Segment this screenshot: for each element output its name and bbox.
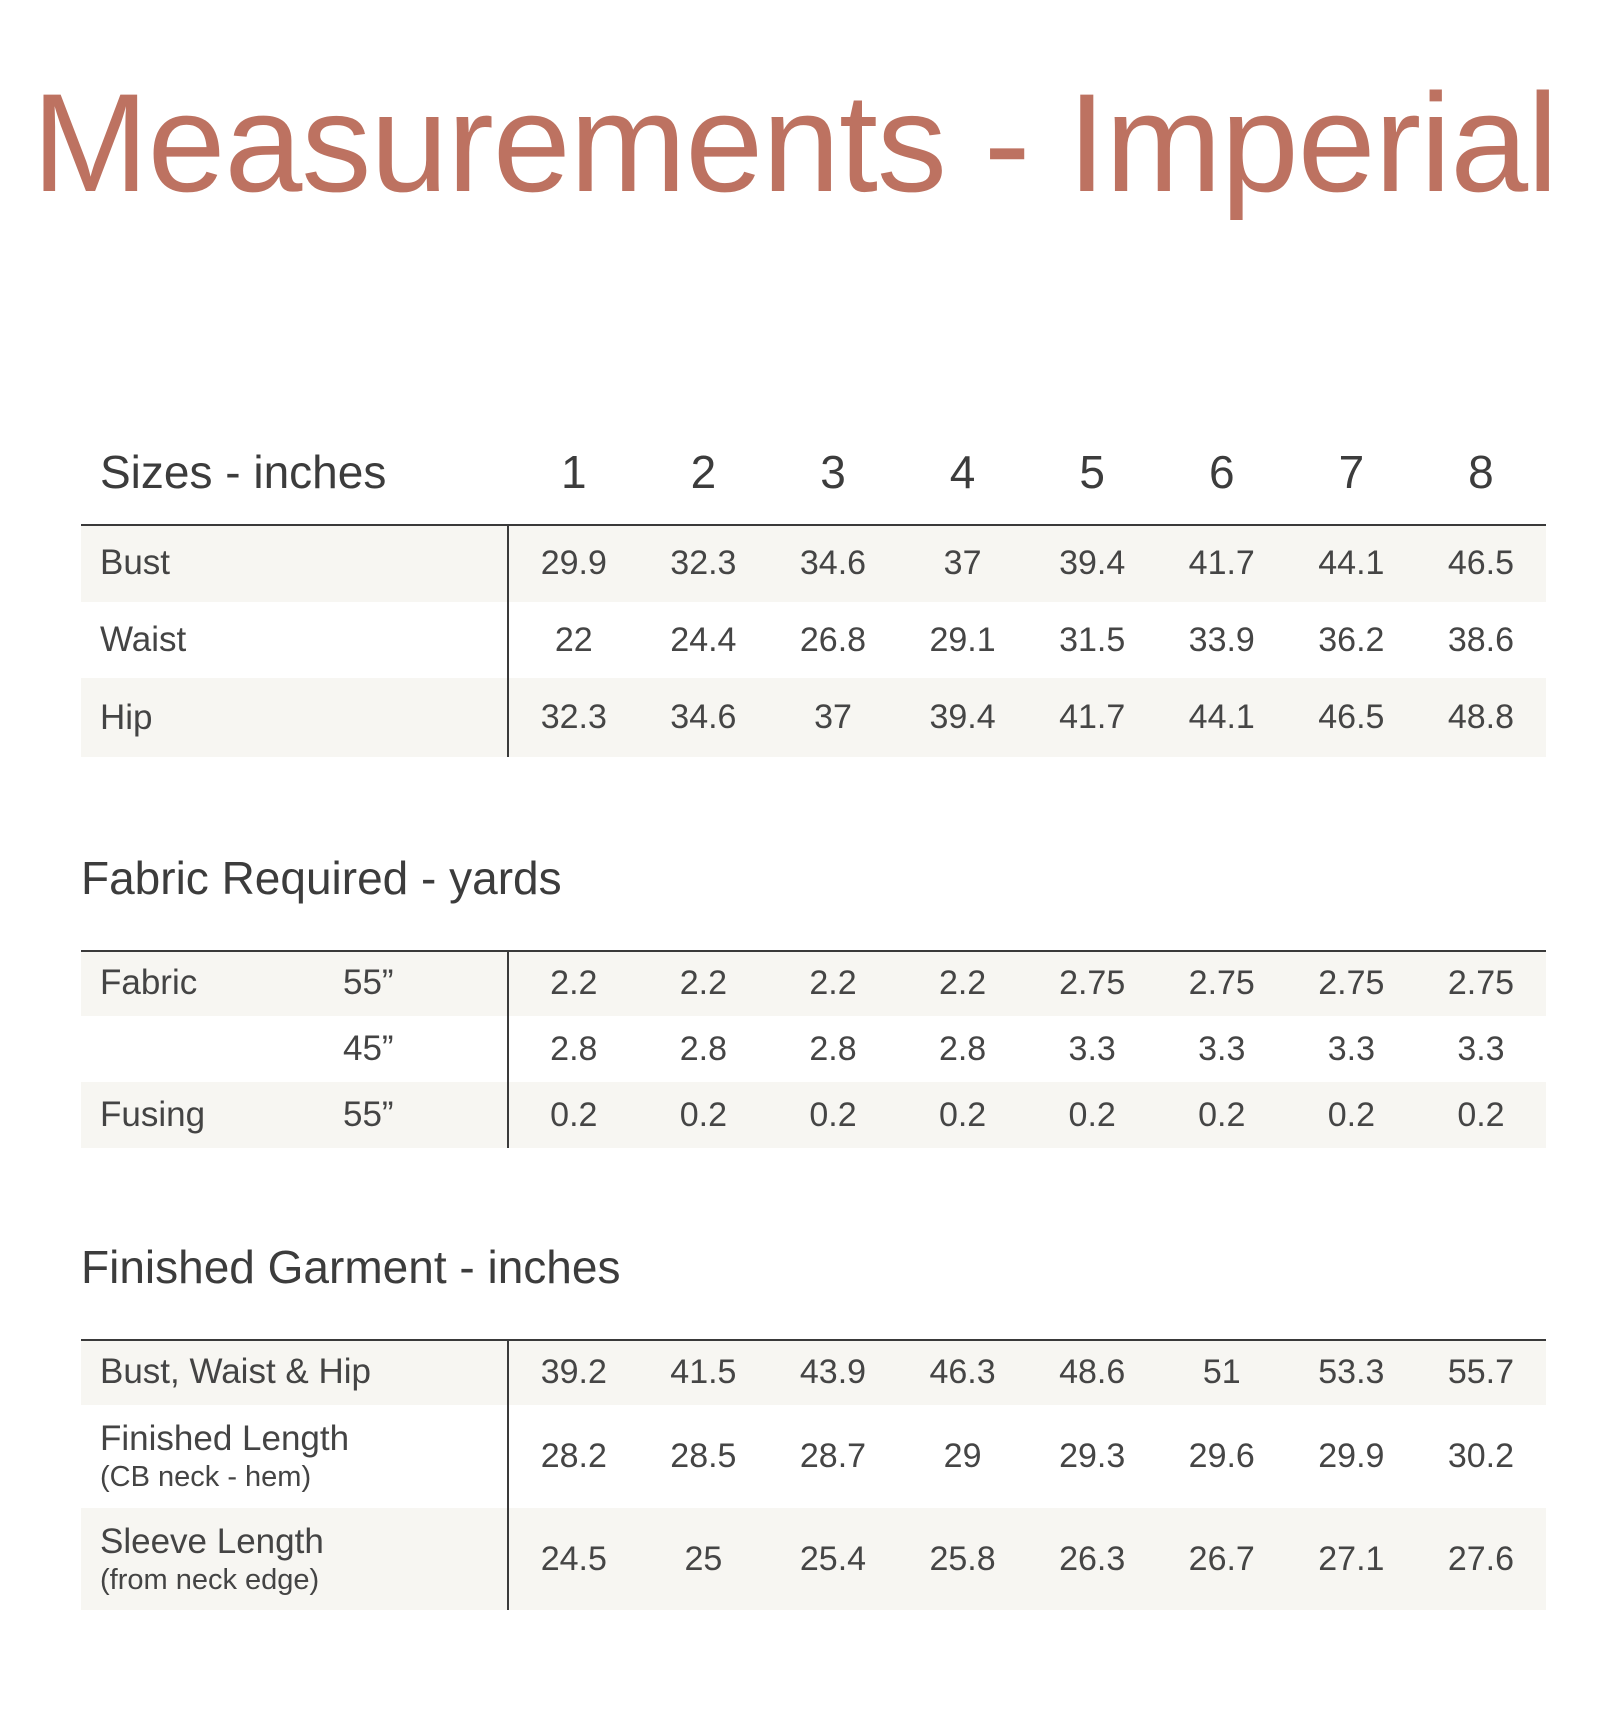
finished-section [81, 1237, 1546, 1610]
cell: 0.2 [1327, 1095, 1375, 1134]
row-sublabel: (CB neck - hem) [100, 1461, 312, 1493]
table-row-fusing [81, 1082, 1546, 1148]
cell: 25 [684, 1539, 723, 1578]
cell: 0.2 [550, 1095, 598, 1134]
cell: 2.2 [550, 963, 598, 1002]
cell: 55.7 [1447, 1352, 1515, 1391]
sizes-header-row [81, 420, 1546, 524]
cell: 0.2 [809, 1095, 857, 1134]
finished-table [81, 1339, 1546, 1610]
sizes-heading: Sizes - inches [100, 446, 387, 498]
table-row-sleeve-length [81, 1508, 1546, 1610]
cell: 37 [943, 543, 982, 582]
table-row-bust [81, 524, 1546, 602]
cell: 3.3 [1068, 1029, 1116, 1068]
cell: 24.4 [670, 620, 737, 659]
row-label: Bust [100, 543, 171, 582]
cell: 44.1 [1188, 698, 1255, 736]
cell: 24.5 [540, 1539, 607, 1578]
cell: 31.5 [1059, 620, 1126, 659]
cell: 2.2 [938, 963, 987, 1002]
cell: 0.2 [938, 1095, 987, 1134]
cell: 41.7 [1059, 698, 1126, 736]
table-column-rule [507, 524, 509, 757]
table-top-rule [81, 1339, 1546, 1341]
cell: 34.6 [670, 698, 737, 736]
cell: 2.8 [938, 1029, 987, 1068]
cell: 33.9 [1188, 620, 1255, 659]
row-sublabel: (from neck edge) [100, 1563, 320, 1596]
cell: 25.8 [929, 1539, 996, 1578]
cell: 2.8 [679, 1029, 728, 1068]
table-row-finished-length [81, 1405, 1546, 1508]
cell: 28.7 [799, 1437, 867, 1475]
size-col-header: 4 [949, 446, 976, 498]
cell: 2.75 [1447, 963, 1515, 1002]
cell: 46.5 [1318, 698, 1385, 736]
sizes-section [81, 420, 1546, 757]
row-label-cell [81, 1419, 509, 1494]
size-col-header: 6 [1208, 446, 1235, 498]
table-row-fabric-45 [81, 1016, 1546, 1082]
row-label-cell [81, 1095, 509, 1135]
cell: 32.3 [540, 698, 607, 736]
table-row-waist [81, 602, 1546, 678]
cell: 22 [554, 620, 593, 659]
fabric-width: 55” [343, 963, 394, 1002]
row-label: Sleeve Length [100, 1521, 324, 1561]
cell: 29.3 [1059, 1437, 1126, 1475]
cell: 44.1 [1318, 543, 1385, 582]
cell: 43.9 [799, 1352, 867, 1391]
cell: 39.4 [929, 698, 996, 736]
table-column-rule [507, 1339, 509, 1610]
row-label-cell [81, 1522, 509, 1597]
fabric-width: 55” [343, 1095, 394, 1134]
table-row-bust-waist-hip [81, 1339, 1546, 1405]
cell: 51 [1202, 1352, 1241, 1391]
row-label: Fabric [100, 963, 198, 1002]
cell: 46.5 [1447, 543, 1515, 582]
cell: 48.6 [1059, 1352, 1126, 1391]
row-label-cell [81, 963, 509, 1003]
fabric-table [81, 950, 1546, 1148]
cell: 0.2 [1068, 1095, 1116, 1134]
row-label: Hip [100, 697, 153, 737]
cell: 26.7 [1188, 1539, 1255, 1578]
cell: 27.6 [1447, 1539, 1515, 1578]
size-col-header: 5 [1079, 446, 1105, 498]
cell: 26.8 [799, 620, 867, 659]
table-row-hip [81, 678, 1546, 757]
cell: 32.3 [670, 543, 737, 582]
fabric-section [81, 848, 1546, 1148]
row-label: Waist [100, 620, 187, 659]
cell: 2.75 [1059, 963, 1126, 1002]
size-col-header: 3 [820, 446, 846, 498]
cell: 3.3 [1198, 1029, 1246, 1068]
cell: 0.2 [679, 1095, 728, 1134]
cell: 3.3 [1457, 1029, 1505, 1068]
cell: 29.9 [1318, 1437, 1385, 1475]
cell: 28.2 [540, 1437, 607, 1475]
cell: 30.2 [1447, 1437, 1515, 1475]
table-top-rule [81, 524, 1546, 526]
cell: 0.2 [1198, 1095, 1246, 1134]
cell: 29.1 [929, 620, 996, 659]
cell: 25.4 [799, 1539, 867, 1578]
size-col-header: 7 [1338, 446, 1365, 498]
size-col-header: 2 [690, 446, 717, 498]
cell: 2.2 [809, 963, 857, 1002]
cell: 28.5 [670, 1437, 737, 1475]
cell: 41.7 [1188, 543, 1255, 582]
cell: 2.75 [1188, 963, 1255, 1002]
row-label: Fusing [100, 1095, 206, 1134]
cell: 2.8 [809, 1029, 857, 1068]
cell: 2.2 [679, 963, 728, 1002]
cell: 26.3 [1059, 1539, 1126, 1578]
table-row-fabric-55 [81, 950, 1546, 1016]
cell: 39.4 [1059, 543, 1126, 582]
table-top-rule [81, 950, 1546, 952]
row-label-cell [81, 1352, 509, 1392]
row-label: Finished Length [100, 1419, 350, 1458]
fabric-heading: Fabric Required - yards [81, 852, 562, 904]
cell: 29.6 [1188, 1437, 1255, 1475]
cell: 34.6 [799, 543, 867, 582]
cell: 27.1 [1318, 1539, 1385, 1578]
cell: 37 [814, 698, 852, 736]
cell: 36.2 [1318, 620, 1385, 659]
cell: 2.8 [550, 1029, 598, 1068]
cell: 41.5 [670, 1352, 737, 1391]
cell: 29 [943, 1437, 982, 1475]
cell: 29.9 [540, 543, 607, 582]
fabric-width: 45” [343, 1029, 394, 1068]
cell: 0.2 [1457, 1095, 1505, 1134]
cell: 48.8 [1447, 698, 1515, 736]
cell: 53.3 [1318, 1352, 1385, 1391]
finished-heading: Finished Garment - inches [81, 1241, 621, 1293]
cell: 38.6 [1447, 620, 1515, 659]
size-col-header: 8 [1468, 446, 1494, 498]
sizes-table [81, 524, 1546, 757]
cell: 39.2 [540, 1352, 607, 1391]
cell: 2.75 [1318, 963, 1385, 1002]
row-label: Bust, Waist & Hip [100, 1352, 371, 1391]
cell: 3.3 [1327, 1029, 1375, 1068]
page-title: Measurements - Imperial [32, 64, 1558, 221]
cell: 46.3 [929, 1352, 996, 1391]
size-col-header: 1 [561, 446, 587, 498]
